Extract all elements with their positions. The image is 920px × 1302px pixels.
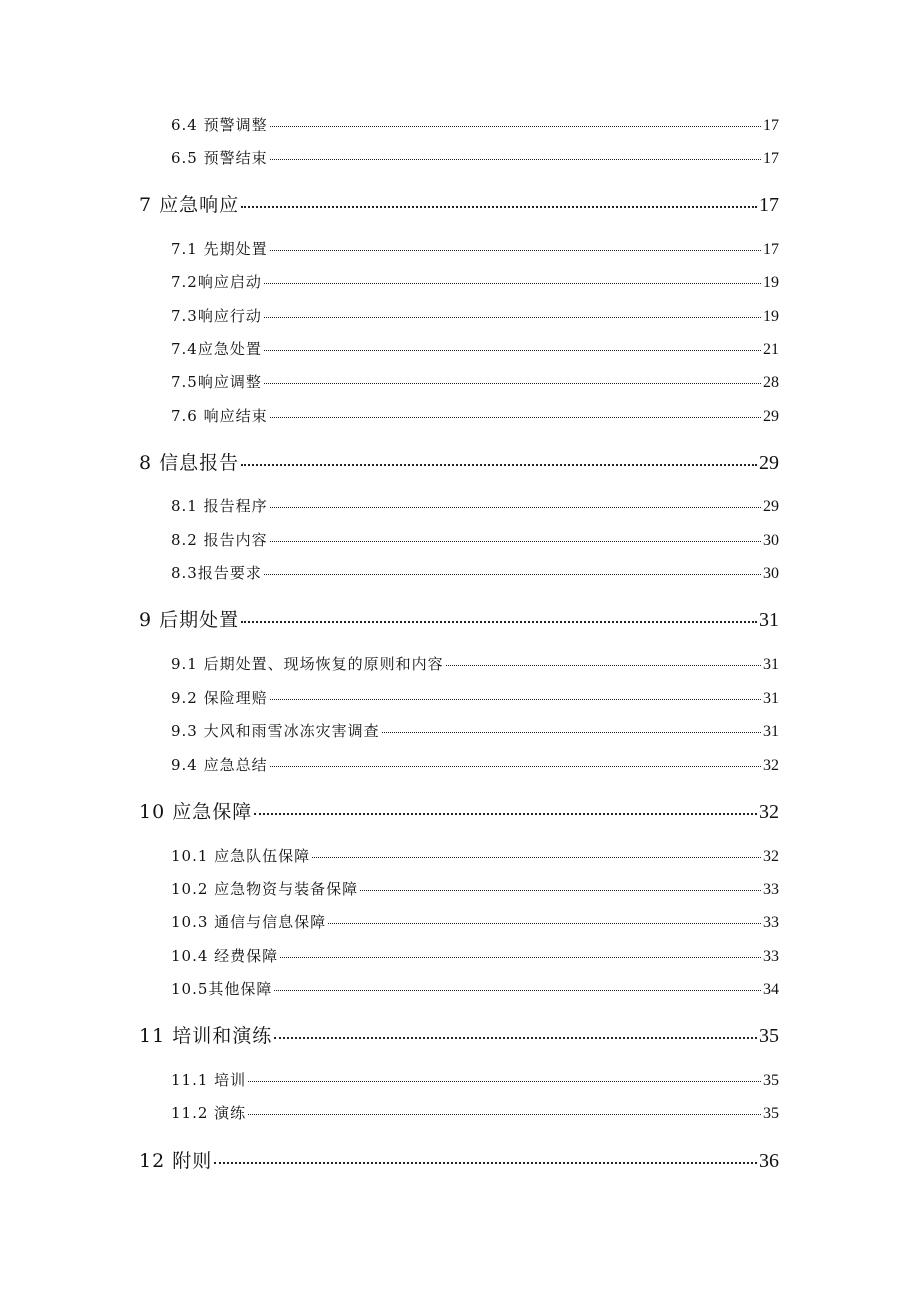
toc-entry-title: 7.2响应启动 xyxy=(171,273,262,291)
dot-leader xyxy=(248,1113,761,1115)
toc-entry-title: 9.4 应急总结 xyxy=(171,756,268,774)
toc-page-number: 30 xyxy=(763,532,779,549)
dot-leader xyxy=(264,316,761,318)
toc-entry-7-3[interactable] xyxy=(171,305,779,326)
toc-entry-7-2[interactable] xyxy=(171,271,779,292)
toc-entry-7-5[interactable] xyxy=(171,371,779,392)
dot-leader xyxy=(446,664,761,666)
toc-entry-title: 8.1 报告程序 xyxy=(171,497,268,515)
toc-page-number: 29 xyxy=(763,498,779,515)
toc-page-number: 36 xyxy=(759,1150,779,1172)
dot-leader xyxy=(270,125,761,127)
toc-entry-7-6[interactable] xyxy=(171,405,779,426)
toc-entry-title: 7.3响应行动 xyxy=(171,307,262,325)
toc-entry-title: 10.3 通信与信息保障 xyxy=(171,913,327,931)
dot-leader xyxy=(270,249,761,251)
dot-leader xyxy=(270,506,761,508)
toc-entry-title: 8.3报告要求 xyxy=(171,564,262,582)
toc-entry-10-3[interactable] xyxy=(171,911,779,932)
toc-entry-title: 7.4应急处置 xyxy=(171,340,262,358)
toc-entry-7-4[interactable] xyxy=(171,338,779,359)
toc-entry-title: 10.4 经费保障 xyxy=(171,947,279,965)
toc-entry-8-1[interactable] xyxy=(171,495,779,516)
dot-leader xyxy=(214,1161,757,1164)
toc-page-number: 17 xyxy=(759,194,779,216)
toc-entry-9-4[interactable] xyxy=(171,754,779,775)
toc-page-number: 32 xyxy=(763,848,779,865)
toc-entry-10[interactable] xyxy=(139,797,779,824)
toc-entry-6-4[interactable] xyxy=(171,114,779,135)
toc-entry-10-1[interactable] xyxy=(171,845,779,866)
dot-leader xyxy=(254,812,757,815)
dot-leader xyxy=(264,573,761,575)
toc-entry-title: 7.5响应调整 xyxy=(171,373,262,391)
dot-leader xyxy=(312,856,761,858)
toc-page-number: 33 xyxy=(763,948,779,965)
toc-entry-title: 10.2 应急物资与装备保障 xyxy=(171,880,359,898)
toc-page-number: 34 xyxy=(763,981,779,998)
dot-leader xyxy=(360,889,761,891)
toc-entry-11-2[interactable] xyxy=(171,1102,779,1123)
toc-entry-title: 9.1 后期处置、现场恢复的原则和内容 xyxy=(171,655,444,673)
toc-entry-title: 8.2 报告内容 xyxy=(171,531,268,549)
toc-entry-9[interactable] xyxy=(139,605,779,632)
toc-page-number: 32 xyxy=(763,757,779,774)
toc-page-number: 28 xyxy=(763,374,779,391)
dot-leader xyxy=(264,282,761,284)
toc-entry-title: 11.1 培训 xyxy=(171,1071,247,1089)
toc-entry-12[interactable] xyxy=(139,1146,779,1173)
toc-entry-title: 6.5 预警结束 xyxy=(171,149,268,167)
toc-entry-title: 11 培训和演练 xyxy=(139,1025,273,1047)
toc-page-number: 21 xyxy=(763,341,779,358)
toc-page-number: 31 xyxy=(763,656,779,673)
toc-entry-10-4[interactable] xyxy=(171,945,779,966)
dot-leader xyxy=(270,698,761,700)
toc-page-number: 33 xyxy=(763,881,779,898)
toc-entry-title: 10 应急保障 xyxy=(139,801,253,823)
toc-entry-9-1[interactable] xyxy=(171,653,779,674)
dot-leader xyxy=(274,989,761,991)
toc-entry-9-3[interactable] xyxy=(171,720,779,741)
toc-page-number: 32 xyxy=(759,801,779,823)
toc-page-number: 19 xyxy=(763,308,779,325)
toc-entry-8-2[interactable] xyxy=(171,529,779,550)
dot-leader xyxy=(241,463,757,466)
toc-page-number: 31 xyxy=(763,690,779,707)
toc-page-number: 30 xyxy=(763,565,779,582)
toc-entry-11-1[interactable] xyxy=(171,1069,779,1090)
toc-page-number: 31 xyxy=(763,723,779,740)
toc-entry-10-5[interactable] xyxy=(171,978,779,999)
toc-entry-7[interactable] xyxy=(139,190,779,217)
toc-page-number: 19 xyxy=(763,274,779,291)
toc-entry-title: 8 信息报告 xyxy=(139,452,240,474)
toc-entry-title: 10.1 应急队伍保障 xyxy=(171,847,311,865)
toc-entry-title: 6.4 预警调整 xyxy=(171,116,268,134)
toc-entry-title: 11.2 演练 xyxy=(171,1104,247,1122)
dot-leader xyxy=(328,922,761,924)
dot-leader xyxy=(248,1080,761,1082)
dot-leader xyxy=(264,382,761,384)
toc-page-number: 35 xyxy=(759,1025,779,1047)
toc-entry-title: 12 附则 xyxy=(139,1150,213,1172)
toc-entry-title: 7.6 响应结束 xyxy=(171,407,268,425)
toc-entry-6-5[interactable] xyxy=(171,147,779,168)
dot-leader xyxy=(270,416,761,418)
dot-leader xyxy=(241,205,757,208)
toc-entry-7-1[interactable] xyxy=(171,238,779,259)
toc-entry-title: 7.1 先期处置 xyxy=(171,240,268,258)
dot-leader xyxy=(280,956,761,958)
dot-leader xyxy=(270,765,761,767)
dot-leader xyxy=(270,540,761,542)
toc-entry-8-3[interactable] xyxy=(171,562,779,583)
toc-entry-8[interactable] xyxy=(139,448,779,475)
toc-page-number: 17 xyxy=(763,241,779,258)
toc-page-number: 33 xyxy=(763,914,779,931)
dot-leader xyxy=(241,620,757,623)
toc-entry-10-2[interactable] xyxy=(171,878,779,899)
toc-page-number: 35 xyxy=(763,1072,779,1089)
toc-entry-title: 9.2 保险理赔 xyxy=(171,689,268,707)
toc-page-number: 17 xyxy=(763,150,779,167)
toc-page-number: 31 xyxy=(759,609,779,631)
toc-entry-title: 10.5其他保障 xyxy=(171,980,273,998)
toc-entry-9-2[interactable] xyxy=(171,687,779,708)
toc-page-number: 17 xyxy=(763,117,779,134)
toc-page-number: 35 xyxy=(763,1105,779,1122)
dot-leader xyxy=(270,158,761,160)
dot-leader xyxy=(382,731,761,733)
dot-leader xyxy=(264,349,761,351)
toc-entry-title: 9.3 大风和雨雪冰冻灾害调查 xyxy=(171,722,380,740)
toc-entry-11[interactable] xyxy=(139,1021,779,1048)
toc-entry-title: 7 应急响应 xyxy=(139,194,240,216)
toc-entry-title: 9 后期处置 xyxy=(139,609,240,631)
dot-leader xyxy=(274,1036,757,1039)
toc-page-number: 29 xyxy=(763,408,779,425)
toc-page-number: 29 xyxy=(759,452,779,474)
